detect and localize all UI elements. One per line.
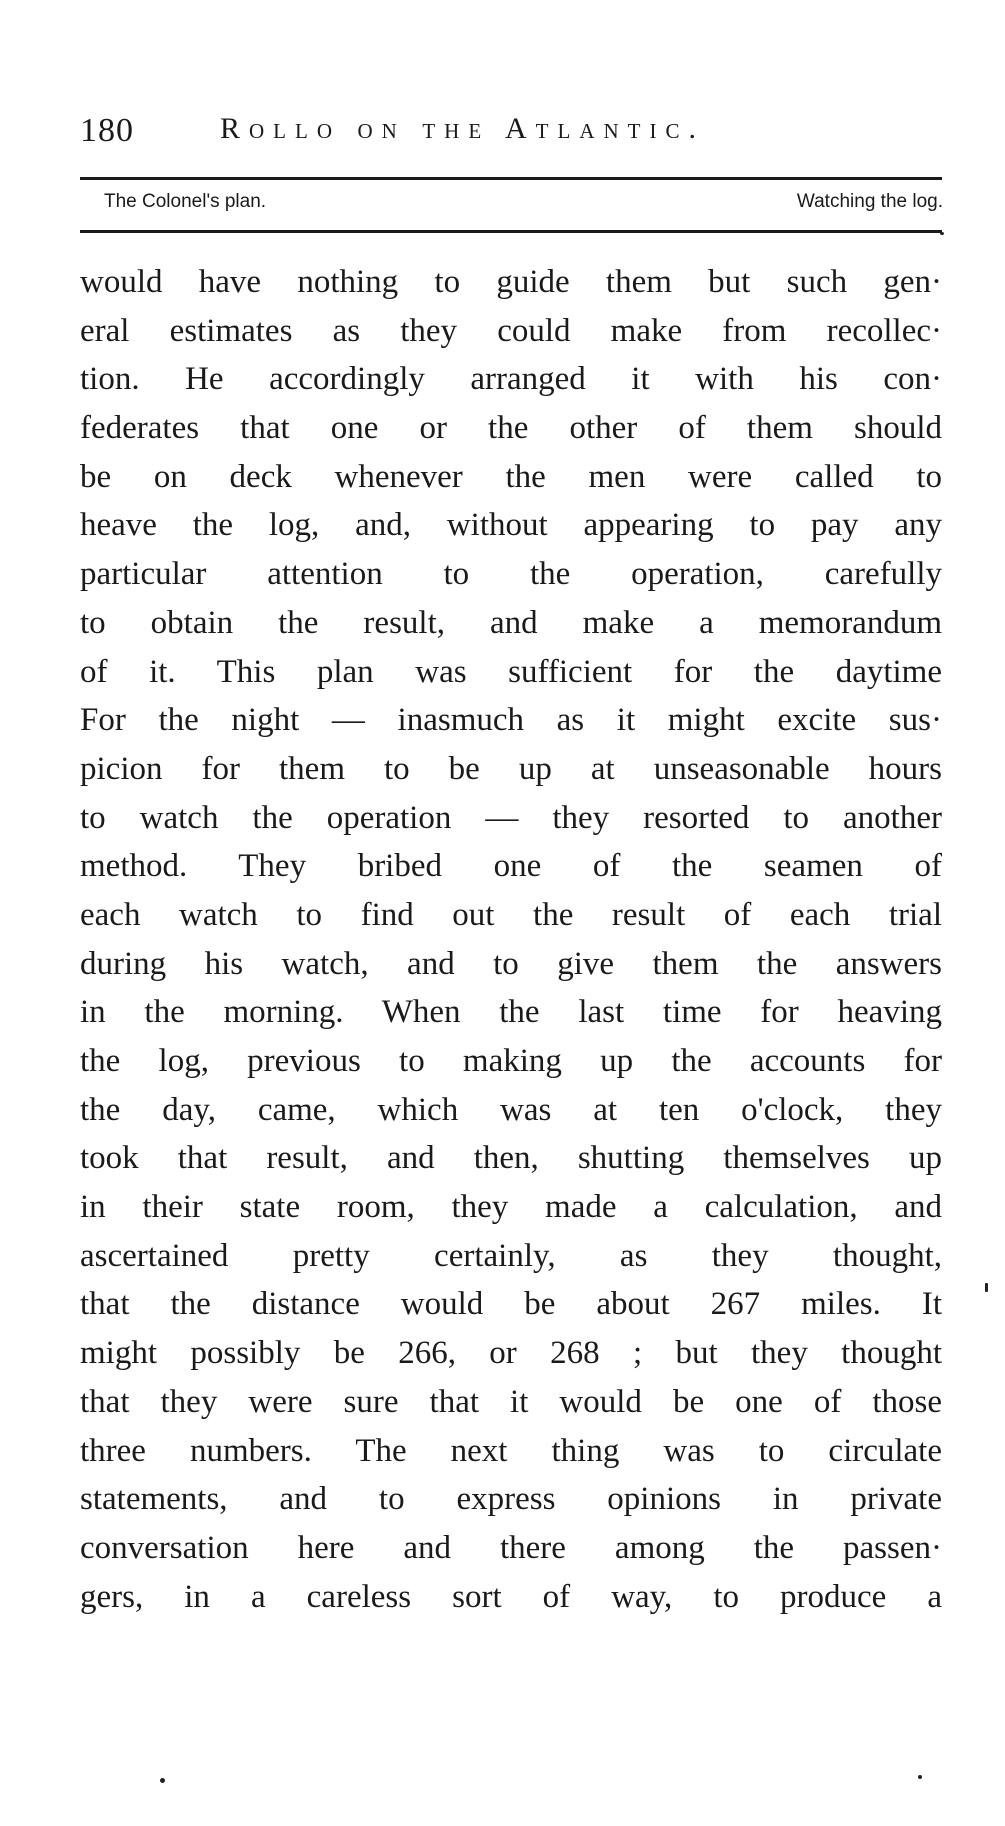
text-line: statements, and to express opinions in private <box>80 1481 942 1518</box>
text-line: ascertained pretty certainly, as they thought, <box>80 1237 942 1274</box>
text-line: that the distance would be about 267 miles. It <box>80 1286 942 1323</box>
text-line: took that result, and then, shutting themselves up <box>80 1140 942 1177</box>
print-speck <box>940 232 944 235</box>
print-speck <box>985 1283 988 1292</box>
text-line: method. They bribed one of the seamen of <box>80 848 942 885</box>
text-line: to watch the operation — they resorted to another <box>80 799 942 836</box>
text-line: particular attention to the operation, carefully <box>80 556 942 593</box>
book-title: Rollo on the Atlantic. <box>220 112 705 145</box>
text-line: gers, in a careless sort of way, to produce a <box>80 1578 942 1615</box>
text-line: three numbers. The next thing was to circulate <box>80 1432 942 1469</box>
running-head <box>80 112 960 162</box>
text-line: would have nothing to guide them but such gen· <box>80 264 942 300</box>
text-line: tion. He accordingly arranged it with his con· <box>80 361 942 398</box>
text-line: eral estimates as they could make from recollec· <box>80 312 942 349</box>
text-line: of it. This plan was sufficient for the daytime <box>80 653 942 690</box>
text-line: For the night — inasmuch as it might excite sus· <box>80 702 942 739</box>
print-speck <box>918 1775 922 1779</box>
header-rule-bottom <box>80 230 942 233</box>
text-line: the log, previous to making up the accounts for <box>80 1043 942 1079</box>
text-line: in their state room, they made a calculation, and <box>80 1189 942 1226</box>
text-line: that they were sure that it would be one of those <box>80 1383 942 1420</box>
text-line: be on deck whenever the men were called to <box>80 458 942 495</box>
text-line: picion for them to be up at unseasonable hours <box>80 750 942 787</box>
text-line: conversation here and there among the passen· <box>80 1529 942 1566</box>
text-line: each watch to find out the result of each trial <box>80 896 942 933</box>
subheading-left: The Colonel's plan. <box>104 191 267 212</box>
text-line: might possibly be 266, or 268 ; but they thought <box>80 1335 942 1372</box>
text-line: heave the log, and, without appearing to pay any <box>80 507 942 544</box>
body-text <box>80 258 942 1621</box>
subheading-right: Watching the log. <box>796 191 943 212</box>
text-line: to obtain the result, and make a memorandum <box>80 604 942 641</box>
page-number: 180 <box>80 112 134 149</box>
text-line: federates that one or the other of them should <box>80 410 942 447</box>
text-line: during his watch, and to give them the answers <box>80 945 942 982</box>
print-speck <box>160 1778 165 1783</box>
text-line: the day, came, which was at ten o'clock, they <box>80 1091 942 1128</box>
header-rule-top <box>80 177 942 180</box>
text-line: in the morning. When the last time for heaving <box>80 994 942 1031</box>
